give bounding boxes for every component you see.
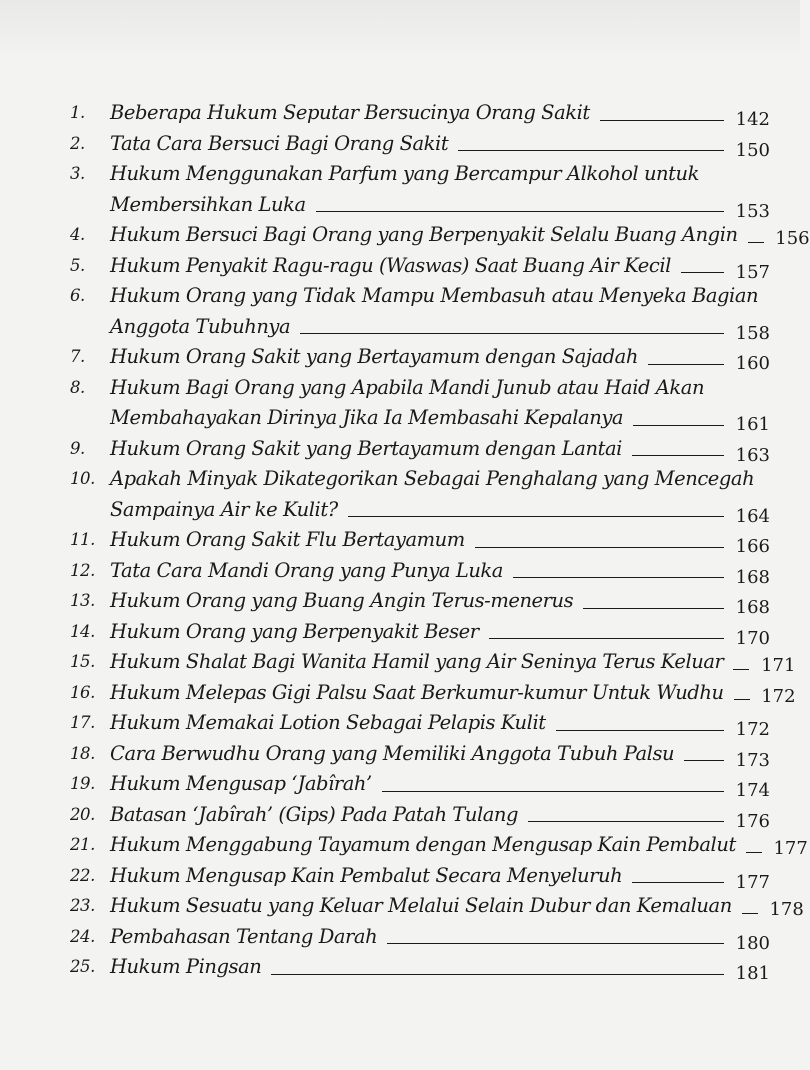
toc-entry[interactable] <box>70 281 770 342</box>
toc-page-number: 172 <box>735 719 770 740</box>
toc-leader-line <box>583 608 724 609</box>
toc-entry-number: 6. <box>70 286 85 305</box>
toc-entry-title: Cara Berwudhu Orang yang Memiliki Anggota Tubuh Palsu <box>110 741 675 765</box>
toc-leader-line <box>348 516 724 517</box>
toc-page-number: 153 <box>735 200 770 222</box>
toc-entry-title: Membahayakan Dirinya Jika Ia Membasahi Kepalanya <box>110 406 624 429</box>
toc-entry[interactable] <box>70 678 796 709</box>
toc-entry-number: 18. <box>70 743 95 763</box>
toc-entry-number: 3. <box>70 164 85 183</box>
toc-entry-title: Hukum Orang Sakit yang Bertayamum dengan Lantai <box>110 436 622 460</box>
toc-entry[interactable] <box>70 739 770 770</box>
toc-entry[interactable] <box>70 769 770 800</box>
toc-entry-number: 24. <box>70 926 95 946</box>
toc-entry-number: 20. <box>70 804 95 824</box>
toc-entry[interactable] <box>70 525 770 556</box>
toc-entry-title-line: Hukum Orang yang Tidak Mampu Membasuh atau Menyeka Bagian <box>110 284 759 307</box>
toc-leader-line <box>382 791 724 792</box>
toc-entry-number: 2. <box>70 133 85 153</box>
toc-entry-title: Batasan ‘Jabîrah’ (Gips) Pada Patah Tulang <box>110 802 519 826</box>
toc-entry-title: Hukum Orang yang Buang Angin Terus-menerus <box>110 589 574 612</box>
toc-leader-line <box>681 272 724 273</box>
toc-entry-number: 25. <box>70 957 95 976</box>
toc-entry-title: Hukum Orang Sakit Flu Bertayamum <box>110 528 465 551</box>
toc-entry-title: Hukum Memakai Lotion Sebagai Pelapis Kulit <box>110 711 546 734</box>
toc-entry-number: 21. <box>70 835 95 854</box>
toc-leader-line <box>300 333 724 334</box>
toc-entry-title: Hukum Sesuatu yang Keluar Melalui Selain Dubur dan Kemaluan <box>110 894 732 917</box>
toc-entry[interactable] <box>70 647 796 678</box>
toc-entry-title-line: Hukum Menggunakan Parfum yang Bercampur Alkohol untuk <box>110 162 700 185</box>
toc-entry[interactable] <box>70 464 770 525</box>
toc-entry-number: 10. <box>70 469 95 488</box>
toc-entry[interactable] <box>70 98 770 129</box>
toc-page-number: 170 <box>735 627 770 649</box>
toc-entry-title: Hukum Shalat Bagi Wanita Hamil yang Air Seninya Terus Keluar <box>110 650 724 673</box>
toc-entry[interactable] <box>70 922 770 953</box>
toc-entry-number: 11. <box>70 530 95 549</box>
toc-entry[interactable] <box>70 708 770 739</box>
toc-leader-line <box>632 455 724 456</box>
toc-entry-number: 12. <box>70 560 95 580</box>
toc-entry-title: Pembahasan Tentang Darah <box>110 924 378 948</box>
toc-entry-number: 1. <box>70 103 85 122</box>
toc-entry-title: Hukum Penyakit Ragu-ragu (Waswas) Saat Buang Air Kecil <box>110 253 671 277</box>
toc-entry-title: Tata Cara Bersuci Bagi Orang Sakit <box>110 131 449 155</box>
toc-leader-line <box>387 943 724 944</box>
page-top-shade <box>0 0 800 60</box>
toc-page-number: 166 <box>735 536 770 557</box>
toc-leader-line <box>746 852 762 853</box>
toc-entry[interactable] <box>70 952 770 983</box>
toc-page-number: 168 <box>735 597 770 618</box>
table-of-contents <box>70 98 810 984</box>
toc-leader-line <box>734 699 750 700</box>
toc-page-number: 172 <box>761 685 796 707</box>
toc-leader-line <box>556 730 724 731</box>
toc-entry-title: Anggota Tubuhnya <box>110 314 291 338</box>
toc-entry-title: Hukum Orang Sakit yang Bertayamum dengan Sajadah <box>110 345 638 368</box>
toc-entry-number: 4. <box>70 225 85 244</box>
toc-page-number: 176 <box>735 810 770 832</box>
toc-entry[interactable] <box>70 800 770 831</box>
toc-leader-line <box>513 577 724 578</box>
toc-page-number: 180 <box>735 932 770 954</box>
toc-entry-title: Beberapa Hukum Seputar Bersucinya Orang Sakit <box>110 101 590 124</box>
toc-entry[interactable] <box>70 159 770 220</box>
toc-leader-line <box>648 364 724 365</box>
toc-entry[interactable] <box>70 891 804 922</box>
toc-entry[interactable] <box>70 129 770 160</box>
toc-entry-number: 16. <box>70 682 95 702</box>
toc-entry-title-line: Hukum Bagi Orang yang Apabila Mandi Junub atau Haid Akan <box>110 375 705 399</box>
toc-entry-number: 9. <box>70 438 85 458</box>
toc-entry-number: 13. <box>70 591 95 610</box>
toc-entry[interactable] <box>70 373 770 434</box>
toc-entry-title: Tata Cara Mandi Orang yang Punya Luka <box>110 558 503 582</box>
toc-entry[interactable] <box>70 220 810 251</box>
toc-page-number: 160 <box>735 353 770 374</box>
toc-entry-title: Hukum Menggabung Tayamum dengan Mengusap Kain Pembalut <box>110 833 736 856</box>
toc-entry-number: 5. <box>70 255 85 275</box>
toc-page-number: 173 <box>735 749 770 771</box>
toc-leader-line <box>528 821 724 822</box>
toc-entry[interactable] <box>70 342 770 373</box>
toc-page-number: 178 <box>769 899 804 920</box>
toc-entry-title: Hukum Mengusap Kain Pembalut Secara Menyeluruh <box>110 863 623 887</box>
toc-page-number: 156 <box>775 228 810 249</box>
toc-leader-line <box>742 913 758 914</box>
toc-page-number: 142 <box>735 109 770 130</box>
toc-leader-line <box>489 638 724 639</box>
toc-entry-title-line: Apakah Minyak Dikategorikan Sebagai Penghalang yang Mencegah <box>110 467 755 490</box>
toc-entry-title: Hukum Bersuci Bagi Orang yang Berpenyakit Selalu Buang Angin <box>110 223 738 246</box>
toc-page-number: 177 <box>773 838 808 859</box>
toc-entry-number: 14. <box>70 621 95 641</box>
toc-leader-line <box>600 120 724 121</box>
toc-page-number: 158 <box>735 322 770 344</box>
toc-leader-line <box>475 547 724 548</box>
toc-page-number: 181 <box>735 963 770 984</box>
toc-page-number: 157 <box>735 261 770 283</box>
toc-leader-line <box>458 150 724 151</box>
toc-page-number: 177 <box>735 871 770 893</box>
toc-leader-line <box>733 669 749 670</box>
toc-entry[interactable] <box>70 251 770 282</box>
toc-entry[interactable] <box>70 586 770 617</box>
toc-entry-number: 17. <box>70 713 95 732</box>
toc-leader-line <box>316 211 724 212</box>
toc-page-number: 163 <box>735 444 770 466</box>
toc-entry-number: 23. <box>70 896 95 915</box>
toc-entry-title: Membersihkan Luka <box>110 192 306 216</box>
toc-entry-number: 22. <box>70 865 95 885</box>
toc-entry-title: Hukum Pingsan <box>110 955 262 978</box>
toc-entry-number: 7. <box>70 347 85 366</box>
toc-entry[interactable] <box>70 830 808 861</box>
toc-page-number: 150 <box>735 139 770 161</box>
toc-page-number: 168 <box>735 566 770 588</box>
toc-page-number: 161 <box>735 414 770 435</box>
toc-leader-line <box>632 882 724 883</box>
toc-entry[interactable] <box>70 861 770 892</box>
toc-entry-number: 15. <box>70 652 95 671</box>
toc-entry-title: Sampainya Air ke Kulit? <box>110 497 338 521</box>
toc-entry-title: Hukum Melepas Gigi Palsu Saat Berkumur-kumur Untuk Wudhu <box>110 680 724 704</box>
toc-leader-line <box>748 242 764 243</box>
toc-entry-number: 8. <box>70 377 85 397</box>
toc-leader-line <box>684 760 724 761</box>
toc-entry[interactable] <box>70 434 770 465</box>
toc-entry[interactable] <box>70 556 770 587</box>
toc-entry-number: 19. <box>70 774 95 793</box>
toc-page-number: 164 <box>735 505 770 527</box>
toc-entry-title: Hukum Mengusap ‘Jabîrah’ <box>110 772 372 795</box>
toc-page-number: 171 <box>761 655 796 676</box>
toc-page-number: 174 <box>735 780 770 801</box>
toc-entry-title: Hukum Orang yang Berpenyakit Beser <box>110 619 479 643</box>
toc-leader-line <box>633 425 724 426</box>
toc-entry[interactable] <box>70 617 770 648</box>
toc-leader-line <box>271 974 724 975</box>
